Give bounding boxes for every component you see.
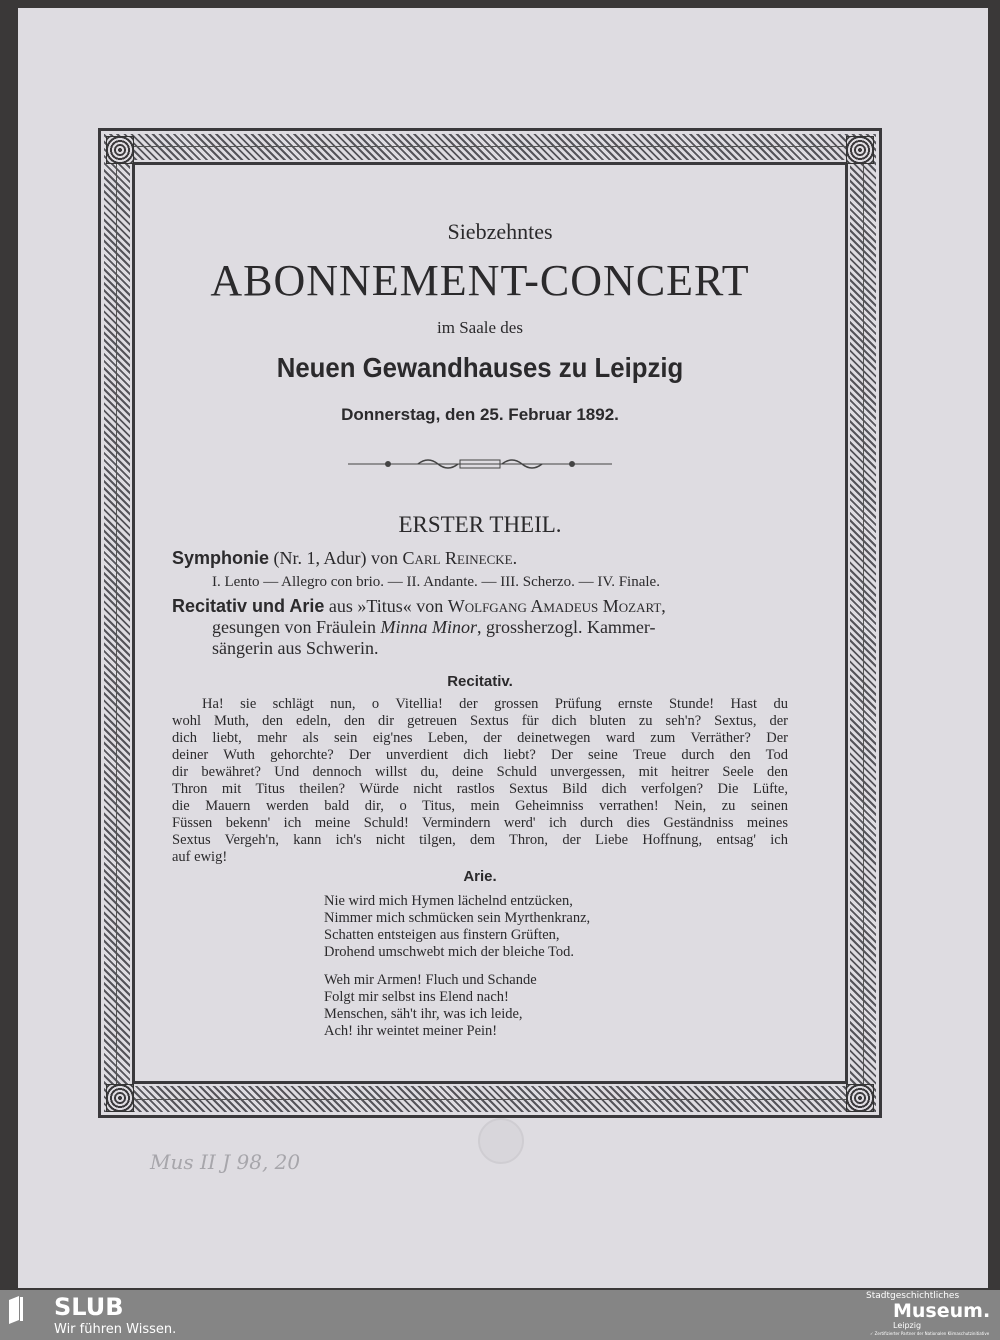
text-line: dir bewähret? Und dennoch willst du, deine Schuld unvergessen, mit heitrer Seele den — [172, 764, 788, 780]
concert-ordinal: Siebzehntes — [447, 219, 553, 244]
program-item-recitativ — [172, 596, 666, 616]
embossed-stamp — [478, 1118, 524, 1164]
shelfmark-pencil: Mus II J 98, 20 — [150, 1150, 301, 1174]
arie-heading: Arie. — [463, 868, 497, 885]
work-details: (Nr. 1, Adur) von — [269, 548, 403, 568]
movements-list: I. Lento — Allegro con brio. — II. Andante. — III. Scherzo. — IV. Finale. — [212, 574, 660, 590]
text-line: die Mauern werden bald dir, o Titus, mein Geheimniss verrathen! Nein, zu seinen — [172, 798, 788, 814]
verse-line: Schatten entsteigen aus finstern Grüften, — [324, 927, 560, 943]
text-line: Ha! sie schlägt nun, o Vitellia! der grossen Prüfung ernste Stunde! Hast du — [202, 696, 788, 712]
text-line: Füssen bekenn' ich meine Schuld! Vermindern werd' ich durch dies Geständniss meines — [172, 815, 788, 831]
text-line: auf ewig! — [172, 849, 228, 865]
ornamental-divider — [348, 458, 612, 470]
singer-name: Minna Minor — [380, 617, 477, 637]
museum-city: Leipzig — [893, 1321, 922, 1330]
work-title: Recitativ und Arie — [172, 596, 325, 616]
composer-name: Wolfgang Amadeus Mozart, — [447, 596, 666, 616]
corner-ornament — [846, 1084, 874, 1112]
verse-line: Weh mir Armen! Fluch und Schande — [324, 972, 537, 988]
singer-origin: sängerin aus Schwerin. — [212, 638, 379, 658]
recitativ-heading: Recitativ. — [447, 673, 513, 690]
slub-tagline: Wir führen Wissen. — [54, 1322, 177, 1337]
corner-ornament — [106, 136, 134, 164]
concert-title: ABONNEMENT-CONCERT — [210, 256, 750, 305]
work-details: aus »Titus« von — [324, 596, 448, 616]
program-item-symphonie — [172, 548, 517, 568]
text-line: wohl Muth, den edeln, den dir getreuen Sextus für dich bluten zu seh'n? Sextus, der — [172, 713, 788, 729]
corner-ornament — [106, 1084, 134, 1112]
venue-prefix: im Saale des — [437, 318, 523, 337]
verse-line: Folgt mir selbst ins Elend nach! — [324, 989, 509, 1005]
part-title: ERSTER THEIL. — [398, 512, 562, 537]
corner-ornament — [846, 136, 874, 164]
verse-line: Nie wird mich Hymen lächelnd entzücken, — [324, 893, 573, 909]
text-line: Thron mit Titus theilen? Würde nicht rastlos Sextus Bild dich verfolgen? Die Lüfte, — [172, 781, 788, 797]
singer-line — [212, 617, 656, 637]
text-line: Sextus Vergeh'n, kann ich's nicht tilgen, dem Thron, der Liebe Hoffnung, entsag' ich — [172, 832, 788, 848]
museum-name: Museum. — [893, 1300, 991, 1322]
singer-prefix: gesungen von Fräulein — [212, 617, 381, 637]
verse-line: Ach! ihr weintet meiner Pein! — [324, 1023, 498, 1039]
text-line: dich liebt, mehr als sein eig'nes Leben, der deinetwegen ward zum Verräther? Der — [172, 730, 788, 746]
museum-top: Stadtgeschichtliches — [866, 1291, 960, 1301]
museum-note: ✓ Zertifizierter Partner der Nationalen Klimaschutzinitiative — [870, 1331, 990, 1336]
venue-name: Neuen Gewandhauses zu Leipzig — [276, 352, 684, 383]
text-line: deiner Wuth gehorchte? Der unverdient dich liebt? Der seine Treue durch den Tod — [172, 747, 788, 763]
composer-name: Carl Reinecke. — [402, 548, 518, 568]
verse-line: Drohend umschwebt mich der bleiche Tod. — [324, 944, 574, 960]
footer-bar — [0, 1290, 1000, 1340]
verse-line: Nimmer mich schmücken sein Myrthenkranz, — [324, 910, 591, 926]
slub-book-icon — [8, 1296, 24, 1324]
singer-title: , grossherzogl. Kammer- — [476, 617, 656, 637]
verse-line: Menschen, säh't ihr, was ich leide, — [324, 1006, 523, 1022]
slub-logo-text: SLUB — [54, 1293, 124, 1321]
work-title: Symphonie — [172, 548, 270, 568]
concert-date: Donnerstag, den 25. Februar 1892. — [341, 405, 619, 424]
